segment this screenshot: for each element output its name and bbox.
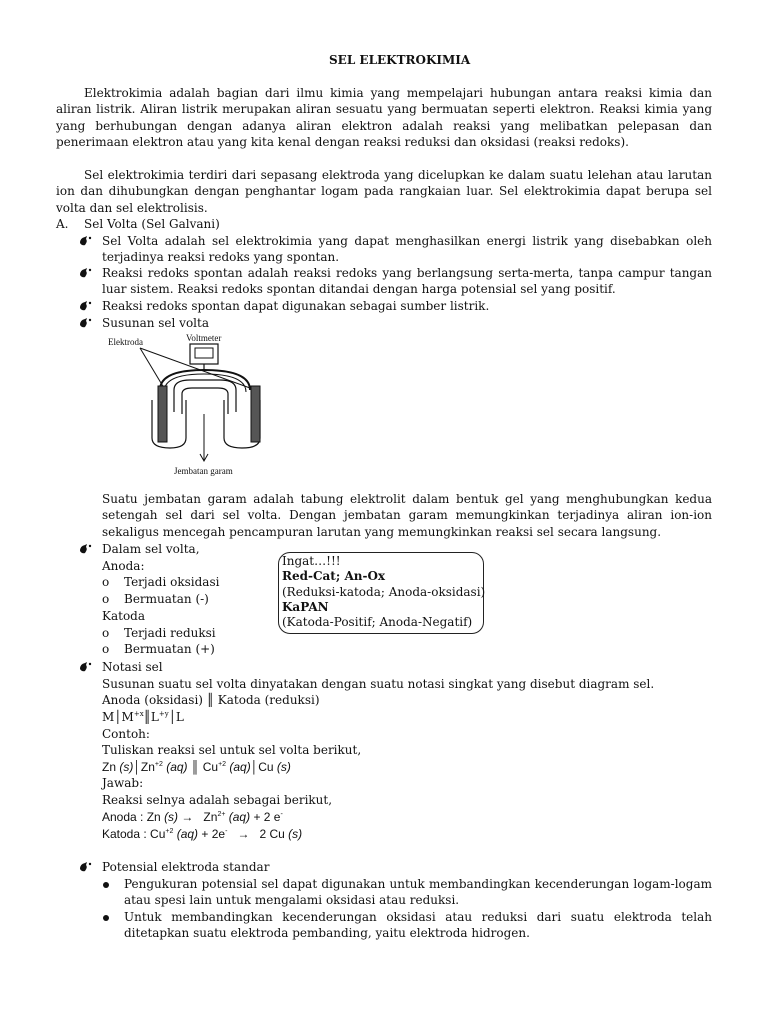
pencil-bullet-icon <box>79 267 93 279</box>
section-a-heading: Sel Volta (Sel Galvani) <box>84 217 220 231</box>
sub-marker: o <box>102 626 110 640</box>
metal-ion: M <box>121 710 134 724</box>
notasi-format: Anoda (oksidasi) ║ Katoda (reduksi) <box>102 693 320 707</box>
answer-label: Jawab: <box>102 776 144 790</box>
ingat-mnemonic-2: KaPAN <box>282 600 329 614</box>
ingat-explain-1: (Reduksi-katoda; Anoda-oksidasi) <box>282 585 486 599</box>
bullet-dot <box>103 882 109 888</box>
charge-y: +y <box>158 710 169 718</box>
notasi-heading: Notasi sel <box>102 660 163 674</box>
pencil-bullet-icon <box>79 543 93 555</box>
anode-reaction: Anoda : Zn (s) → $Zn^{2+}$ (aq) + 2 e- <box>102 810 283 824</box>
right-electrode <box>251 386 260 442</box>
sub-marker: o <box>102 592 110 606</box>
salt-bridge-label: Jembatan garam <box>174 466 233 476</box>
potensial-item: Pengukuran potensial sel dapat digunakan untuk membandingkan kecenderungan logam-logam atau spesi lain untuk mengalami oksidasi atau reduksi. <box>124 877 712 908</box>
notasi-description: Susunan suatu sel volta dinyatakan dengan suatu notasi singkat yang disebut diagram sel. <box>102 677 655 691</box>
page-title: SEL ELEKTROKIMIA <box>329 53 471 67</box>
bullet-dot <box>103 915 109 921</box>
ingat-explain-2: (Katoda-Positif; Anoda-Negatif) <box>282 615 473 629</box>
left-beaker <box>152 400 186 448</box>
example-label: Contoh: <box>102 727 150 741</box>
pencil-bullet-icon <box>79 861 93 873</box>
sub-marker: o <box>102 642 110 656</box>
metal-l: L <box>175 710 184 724</box>
bullet-text: Susunan sel volta <box>102 316 209 330</box>
example-question: Tuliskan reaksi sel untuk sel volta berikut, <box>102 743 362 757</box>
intro-paragraph-1: Elektrokimia adalah bagian dari ilmu kimia yang mempelajari hubungan antara reaksi kimia dan aliran listrik. Aliran listrik merupakan aliran sesuatu yang bermuatan seperti elektron. Reaksi kimia yang yang berhubungan dengan adanya aliran elektron adalah reaksi yang melibatkan pelepasan dan penerimaan elektron atau yang kita kenal dengan reaksi reduksi dan oksidasi (reaksi redoks). <box>56 86 712 149</box>
arrow-icon: → <box>237 827 250 841</box>
arrow-icon: → <box>181 810 194 824</box>
intro-paragraph-2: Sel elektrokimia terdiri dari sepasang elektroda yang dicelupkan ke dalam suatu lelehan atau larutan ion dan dihubungkan dengan penghantar logam pada rangkaian luar. Sel elektrokimia dapat berupa sel volta dan sel elektrolisis. <box>56 168 712 215</box>
voltaic-cell-diagram <box>100 330 300 480</box>
section-a-marker: A. <box>56 217 69 231</box>
cathode-reaction: Katoda : $Cu^{+2}$ (aq) + 2e- → 2 Cu (s) <box>102 827 303 841</box>
voltmeter-label: Voltmeter <box>186 333 222 343</box>
potensial-item: Untuk membandingkan kecenderungan oksidasi atau reduksi dari suatu elektroda telah ditetapkan suatu elektroda pembanding, yaitu elektroda hidrogen. <box>124 910 712 941</box>
potensial-heading: Potensial elektroda standar <box>102 860 270 874</box>
notasi-general: $M│M^{+x}║L^{+y}│L$ <box>102 710 184 724</box>
bullet-text: Sel Volta adalah sel elektrokimia yang dapat menghasilkan energi listrik yang disebabkan oleh terjadinya reaksi redoks yang spontan. <box>102 234 712 265</box>
cell-notation-example: Zn $(s)│Zn^{+2}$ (aq) ║ $Cu^{+2}$ (aq)│Cu (s) <box>102 760 291 774</box>
metal-ion-l: L <box>150 710 159 724</box>
metal-m: M <box>102 710 115 724</box>
charge-x: +x <box>133 710 144 718</box>
salt-bridge-paragraph: Suatu jembatan garam adalah tabung elektrolit dalam bentuk gel yang menghubungkan kedua setengah sel dari sel volta. Dengan jembatan garam memungkinkan terjadinya aliran ion-ion sekaligus mencegah pencampuran larutan yang memungkinkan reaksi sel secara langsung. <box>102 492 712 539</box>
left-electrode <box>158 386 167 442</box>
pencil-bullet-icon <box>79 235 93 247</box>
cathode-item: Bermuatan (+) <box>124 642 215 656</box>
anode-item: Terjadi oksidasi <box>124 575 220 589</box>
salt-bridge-tube <box>174 380 236 412</box>
cathode-label: Katoda <box>102 609 146 623</box>
cathode-item: Terjadi reduksi <box>124 626 216 640</box>
answer-text: Reaksi selnya adalah sebagai berikut, <box>102 793 333 807</box>
bullet-text: Reaksi redoks spontan dapat digunakan sebagai sumber listrik. <box>102 299 490 313</box>
in-volta-heading: Dalam sel volta, <box>102 542 200 556</box>
ingat-mnemonic-1: Red-Cat; An-Ox <box>282 569 386 583</box>
pencil-bullet-icon <box>79 661 93 673</box>
pencil-bullet-icon <box>79 317 93 329</box>
ingat-title: Ingat…!!! <box>282 554 341 568</box>
pencil-bullet-icon <box>79 300 93 312</box>
electrode-label: Elektroda <box>108 337 143 347</box>
anode-label: Anoda: <box>102 559 145 573</box>
bullet-text: Reaksi redoks spontan adalah reaksi redoks yang berlangsung serta-merta, tanpa campur tangan luar sistem. Reaksi redoks spontan ditandai dengan harga potensial sel yang positif. <box>102 266 712 297</box>
sub-marker: o <box>102 575 110 589</box>
ingat-note-box <box>278 552 484 634</box>
anode-item: Bermuatan (-) <box>124 592 209 606</box>
